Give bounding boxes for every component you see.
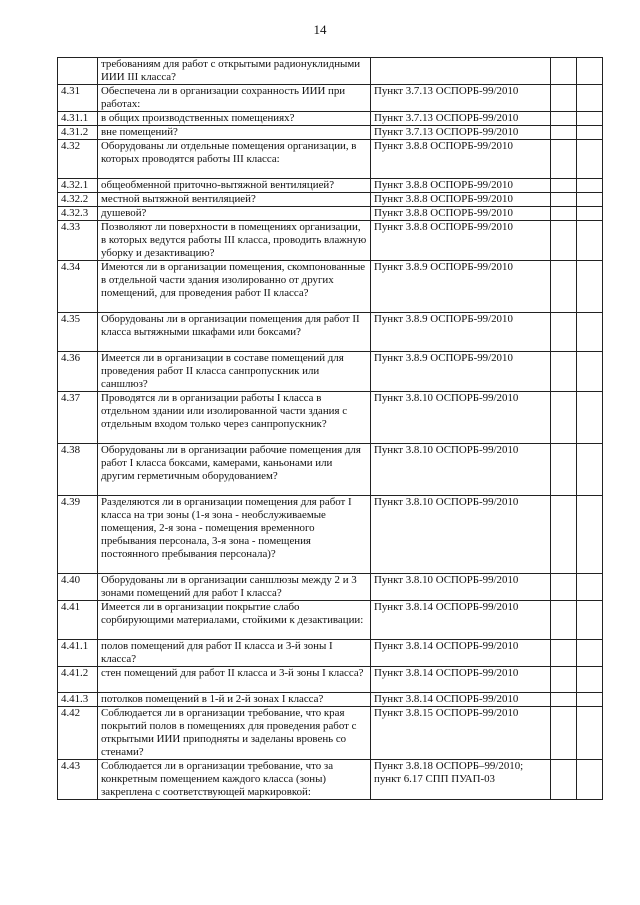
- answer-cell-1: [551, 392, 577, 444]
- answer-cell-2: [577, 140, 603, 179]
- item-number: 4.32.2: [58, 193, 98, 207]
- question-text: Оборудованы ли в организации помещения для работ II класса вытяжными шкафами или боксами?: [98, 313, 371, 352]
- reference-text: Пункт 3.8.10 ОСПОРБ-99/2010: [371, 392, 551, 444]
- question-text: Имеются ли в организации помещения, скомпонованные в отдельной части здания изолированно от других помещений, для проведения работ II класса?: [98, 261, 371, 313]
- table-row: [58, 112, 603, 126]
- table-row: [58, 640, 603, 667]
- question-text: полов помещений для работ II класса и 3-й зоны I класса?: [98, 640, 371, 667]
- question-text: душевой?: [98, 207, 371, 221]
- question-text: вне помещений?: [98, 126, 371, 140]
- answer-cell-1: [551, 444, 577, 496]
- answer-cell-2: [577, 392, 603, 444]
- table-row: [58, 392, 603, 444]
- reference-text: Пункт 3.8.14 ОСПОРБ-99/2010: [371, 667, 551, 693]
- table-row: [58, 179, 603, 193]
- reference-text: Пункт 3.8.15 ОСПОРБ-99/2010: [371, 707, 551, 760]
- table-row: [58, 140, 603, 179]
- reference-text: Пункт 3.8.10 ОСПОРБ-99/2010: [371, 496, 551, 574]
- item-number: 4.36: [58, 352, 98, 392]
- item-number: 4.37: [58, 392, 98, 444]
- reference-text: Пункт 3.8.8 ОСПОРБ-99/2010: [371, 179, 551, 193]
- item-number: 4.34: [58, 261, 98, 313]
- answer-cell-1: [551, 601, 577, 640]
- item-number: [58, 58, 98, 85]
- reference-text: Пункт 3.8.9 ОСПОРБ-99/2010: [371, 313, 551, 352]
- reference-text: Пункт 3.8.14 ОСПОРБ-99/2010: [371, 640, 551, 667]
- answer-cell-2: [577, 193, 603, 207]
- reference-text: Пункт 3.8.18 ОСПОРБ–99/2010; пункт 6.17 СПП ПУАП-03: [371, 760, 551, 800]
- answer-cell-1: [551, 496, 577, 574]
- answer-cell-1: [551, 221, 577, 261]
- table-row: [58, 58, 603, 85]
- answer-cell-1: [551, 112, 577, 126]
- reference-text: Пункт 3.8.9 ОСПОРБ-99/2010: [371, 352, 551, 392]
- table-row: [58, 574, 603, 601]
- question-text: Проводятся ли в организации работы I класса в отдельном здании или изолированной части здания с отдельным входом только через санпропускник?: [98, 392, 371, 444]
- table-row: [58, 601, 603, 640]
- answer-cell-2: [577, 574, 603, 601]
- question-text: Позволяют ли поверхности в помещениях организации, в которых ведутся работы III класса, проводить влажную уборку и дезактивацию?: [98, 221, 371, 261]
- reference-text: Пункт 3.7.13 ОСПОРБ-99/2010: [371, 112, 551, 126]
- item-number: 4.43: [58, 760, 98, 800]
- reference-text: Пункт 3.8.8 ОСПОРБ-99/2010: [371, 140, 551, 179]
- question-text: Оборудованы ли в организации рабочие помещения для работ I класса боксами, камерами, каньонами или другим герметичным оборудованием?: [98, 444, 371, 496]
- question-text: Имеется ли в организации покрытие слабо сорбирующими материалами, стойкими к дезактивации:: [98, 601, 371, 640]
- reference-text: Пункт 3.8.10 ОСПОРБ-99/2010: [371, 574, 551, 601]
- table-row: [58, 126, 603, 140]
- question-text: Разделяются ли в организации помещения для работ I класса на три зоны (1-я зона - необслуживаемые помещения, 2-я зона - помещения временного пребывания персонала, 3-я зона - помещения постоянного пребывания персонала)?: [98, 496, 371, 574]
- answer-cell-1: [551, 207, 577, 221]
- question-text: общеобменной приточно-вытяжной вентиляцией?: [98, 179, 371, 193]
- reference-text: Пункт 3.8.14 ОСПОРБ-99/2010: [371, 693, 551, 707]
- question-text: стен помещений для работ II класса и 3-й зоны I класса?: [98, 667, 371, 693]
- item-number: 4.40: [58, 574, 98, 601]
- item-number: 4.35: [58, 313, 98, 352]
- answer-cell-2: [577, 601, 603, 640]
- question-text: требованиям для работ с открытыми радионуклидными ИИИ III класса?: [98, 58, 371, 85]
- answer-cell-2: [577, 693, 603, 707]
- question-text: местной вытяжной вентиляцией?: [98, 193, 371, 207]
- reference-text: Пункт 3.8.8 ОСПОРБ-99/2010: [371, 221, 551, 261]
- table-row: [58, 207, 603, 221]
- question-text: Оборудованы ли отдельные помещения организации, в которых проводятся работы III класса:: [98, 140, 371, 179]
- answer-cell-2: [577, 496, 603, 574]
- answer-cell-1: [551, 313, 577, 352]
- item-number: 4.38: [58, 444, 98, 496]
- answer-cell-2: [577, 261, 603, 313]
- table-row: [58, 760, 603, 800]
- item-number: 4.41: [58, 601, 98, 640]
- question-text: Соблюдается ли в организации требование, что за конкретным помещением каждого класса (зоны) закреплена с соответствующей маркировкой:: [98, 760, 371, 800]
- question-text: Имеется ли в организации в составе помещений для проведения работ II класса санпропускник или саншлюз?: [98, 352, 371, 392]
- question-text: Оборудованы ли в организации саншлюзы между 2 и 3 зонами помещений для работ I класса?: [98, 574, 371, 601]
- reference-text: Пункт 3.8.9 ОСПОРБ-99/2010: [371, 261, 551, 313]
- item-number: 4.41.3: [58, 693, 98, 707]
- answer-cell-2: [577, 444, 603, 496]
- table-row: [58, 496, 603, 574]
- answer-cell-2: [577, 179, 603, 193]
- answer-cell-2: [577, 352, 603, 392]
- reference-text: [371, 58, 551, 85]
- checklist-table: [57, 57, 603, 800]
- answer-cell-1: [551, 58, 577, 85]
- answer-cell-2: [577, 207, 603, 221]
- table-row: [58, 85, 603, 112]
- answer-cell-2: [577, 640, 603, 667]
- answer-cell-1: [551, 193, 577, 207]
- table-row: [58, 352, 603, 392]
- answer-cell-1: [551, 85, 577, 112]
- item-number: 4.32.1: [58, 179, 98, 193]
- answer-cell-2: [577, 85, 603, 112]
- table-row: [58, 707, 603, 760]
- table-row: [58, 313, 603, 352]
- answer-cell-2: [577, 667, 603, 693]
- answer-cell-2: [577, 313, 603, 352]
- table-row: [58, 667, 603, 693]
- item-number: 4.41.2: [58, 667, 98, 693]
- page-number: 14: [313, 22, 327, 37]
- answer-cell-2: [577, 707, 603, 760]
- question-text: в общих производственных помещениях?: [98, 112, 371, 126]
- item-number: 4.32: [58, 140, 98, 179]
- table-row: [58, 693, 603, 707]
- answer-cell-1: [551, 667, 577, 693]
- item-number: 4.31: [58, 85, 98, 112]
- item-number: 4.31.1: [58, 112, 98, 126]
- answer-cell-1: [551, 352, 577, 392]
- answer-cell-1: [551, 574, 577, 601]
- answer-cell-1: [551, 760, 577, 800]
- item-number: 4.31.2: [58, 126, 98, 140]
- answer-cell-2: [577, 126, 603, 140]
- item-number: 4.42: [58, 707, 98, 760]
- table-row: [58, 261, 603, 313]
- answer-cell-2: [577, 58, 603, 85]
- answer-cell-1: [551, 640, 577, 667]
- answer-cell-2: [577, 760, 603, 800]
- answer-cell-1: [551, 693, 577, 707]
- table-row: [58, 193, 603, 207]
- reference-text: Пункт 3.8.14 ОСПОРБ-99/2010: [371, 601, 551, 640]
- reference-text: Пункт 3.8.8 ОСПОРБ-99/2010: [371, 193, 551, 207]
- answer-cell-2: [577, 112, 603, 126]
- answer-cell-1: [551, 707, 577, 760]
- table-row: [58, 221, 603, 261]
- item-number: 4.41.1: [58, 640, 98, 667]
- item-number: 4.32.3: [58, 207, 98, 221]
- reference-text: Пункт 3.8.8 ОСПОРБ-99/2010: [371, 207, 551, 221]
- table-row: [58, 444, 603, 496]
- answer-cell-2: [577, 221, 603, 261]
- answer-cell-1: [551, 179, 577, 193]
- question-text: потолков помещений в 1-й и 2-й зонах I класса?: [98, 693, 371, 707]
- reference-text: Пункт 3.7.13 ОСПОРБ-99/2010: [371, 85, 551, 112]
- question-text: Обеспечена ли в организации сохранность ИИИ при работах:: [98, 85, 371, 112]
- reference-text: Пункт 3.7.13 ОСПОРБ-99/2010: [371, 126, 551, 140]
- answer-cell-1: [551, 140, 577, 179]
- question-text: Соблюдается ли в организации требование, что края покрытий полов в помещениях для проведения работ с открытыми ИИИ приподняты и заделаны вровень со стенами?: [98, 707, 371, 760]
- item-number: 4.33: [58, 221, 98, 261]
- reference-text: Пункт 3.8.10 ОСПОРБ-99/2010: [371, 444, 551, 496]
- item-number: 4.39: [58, 496, 98, 574]
- answer-cell-1: [551, 126, 577, 140]
- answer-cell-1: [551, 261, 577, 313]
